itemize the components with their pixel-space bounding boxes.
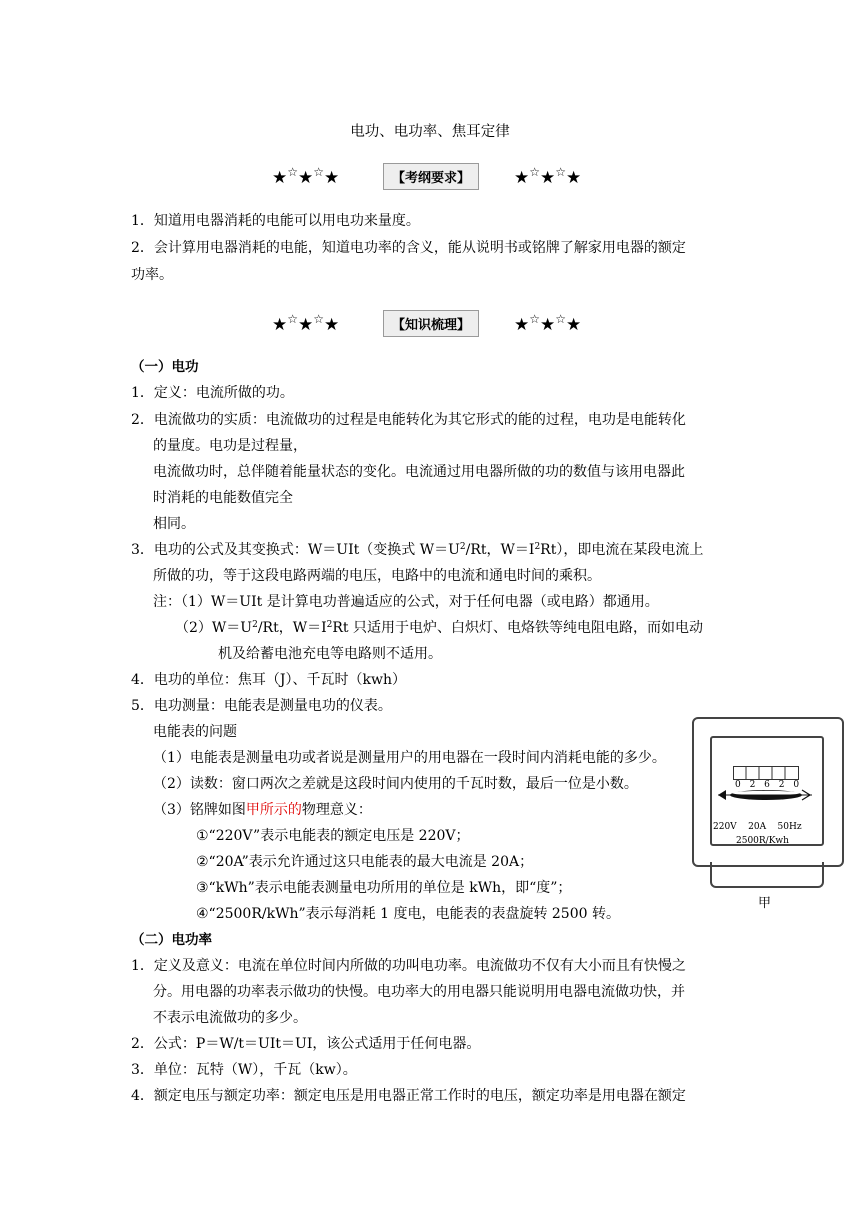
stars-decoration-left: ★☆★☆★ <box>272 312 340 335</box>
stars-decoration-left: ★☆★☆★ <box>272 165 340 188</box>
text-line: 不表示电流做功的多少。 <box>153 1010 307 1026</box>
section-heading: （二）电功率 <box>131 932 212 948</box>
meter-digits: 0 2 6 2 0 <box>735 780 803 790</box>
text-line: 1．定义及意义：电流在单位时间内所做的功叫电功率。电流做功不仅有大小而且有快慢之 <box>131 958 686 974</box>
text-line: （1）电能表是测量电功或者说是测量用户的用电器在一段时间内消耗电能的多少。 <box>153 750 666 766</box>
stars-decoration-right: ★☆★☆★ <box>514 312 582 335</box>
page-title: 电功、电功率、焦耳定律 <box>350 124 510 140</box>
text-line: 4．额定电压与额定功率：额定电压是用电器正常工作时的电压，额定功率是用电器在额定 <box>131 1088 686 1104</box>
text-line: （3）铭牌如图甲所示的物理意义： <box>153 802 372 818</box>
meter-digit-window <box>733 766 799 780</box>
text-line: 4．电功的单位：焦耳（J）、千瓦时（kwh） <box>131 672 407 688</box>
section-banner-knowledge: 【知识梳理】 <box>383 310 479 337</box>
text-line: 2．电流做功的实质：电流做功的过程是电能转化为其它形式的能的过程，电功是电能转化 <box>131 412 686 428</box>
meaning-line: ④“2500R/kWh”表示每消耗 1 度电，电能表的表盘旋转 2500 转。 <box>196 906 620 922</box>
text-line: 相同。 <box>153 516 195 532</box>
requirement-line: 2．会计算用电器消耗的电能，知道电功率的含义，能从说明书或铭牌了解家用电器的额定 <box>131 240 686 256</box>
section-heading: （一）电功 <box>131 359 199 375</box>
formula-line: 3．电功的公式及其变换式：W＝UIt（变换式 $W=U^2/Rt$，$W=I^2Rt$），即电流在某段电流上 <box>131 542 704 558</box>
text-line: 2．公式：P＝W/t＝UIt＝UI，该公式适用于任何电器。 <box>131 1036 481 1052</box>
text-line: 分。用电器的功率表示做功的快慢。电功率大的用电器只能说明用电器电流做功快，并 <box>153 984 685 1000</box>
requirement-line: 1．知道用电器消耗的电能可以用电功来量度。 <box>131 213 420 229</box>
meter-revolutions: 2500R/Kwh <box>736 836 789 846</box>
note-line: 机及给蓄电池充电等电路则不适用。 <box>218 646 442 662</box>
highlighted-reference: 甲所示的 <box>245 802 302 818</box>
text-line: 所做的功，等于这段电路两端的电压，电路中的电流和通电时间的乘积。 <box>153 568 601 584</box>
text-line: 3．单位：瓦特（W），千瓦（kw）。 <box>131 1062 357 1078</box>
meaning-line: ③“kWh”表示电能表测量电功所用的单位是 kWh，即“度”； <box>196 880 572 896</box>
meaning-line: ①“220V”表示电能表的额定电压是 220V； <box>196 828 470 844</box>
stars-decoration-right: ★☆★☆★ <box>514 165 582 188</box>
text-line: （2）读数：窗口两次之差就是这段时间内使用的千瓦时数，最后一位是小数。 <box>153 776 638 792</box>
meaning-line: ②“20A”表示允许通过这只电能表的最大电流是 20A； <box>196 854 534 870</box>
text-line: 电流做功时，总伴随着能量状态的变化。电流通过用电器所做的功的数值与该用电器此 <box>153 464 685 480</box>
energy-meter-base <box>710 862 824 888</box>
figure-caption: 甲 <box>758 896 772 911</box>
note-line: $(2)W=U^2/Rt$，$W=I^2Rt$ 只适用于电炉、白炽灯、电烙铁等纯电阻电路，而如电动 <box>175 620 704 636</box>
text-line: 5．电功测量：电能表是测量电功的仪表。 <box>131 698 392 714</box>
note-line: 注：（1）W＝UIt 是计算电功普遍适应的公式，对于任何电器（或电路）都通用。 <box>153 594 659 610</box>
requirement-line: 功率。 <box>131 267 173 283</box>
text-line: 时消耗的电能数值完全 <box>153 490 293 506</box>
section-banner-syllabus: 【考纲要求】 <box>383 163 479 190</box>
meter-disc-arrow-icon <box>716 784 814 810</box>
meter-spec: 220V 20A 50Hz <box>713 822 802 832</box>
text-line: 1．定义：电流所做的功。 <box>131 385 294 401</box>
text-line: 电能表的问题 <box>153 724 237 740</box>
text-line: 的量度。电功是过程量， <box>153 438 307 454</box>
